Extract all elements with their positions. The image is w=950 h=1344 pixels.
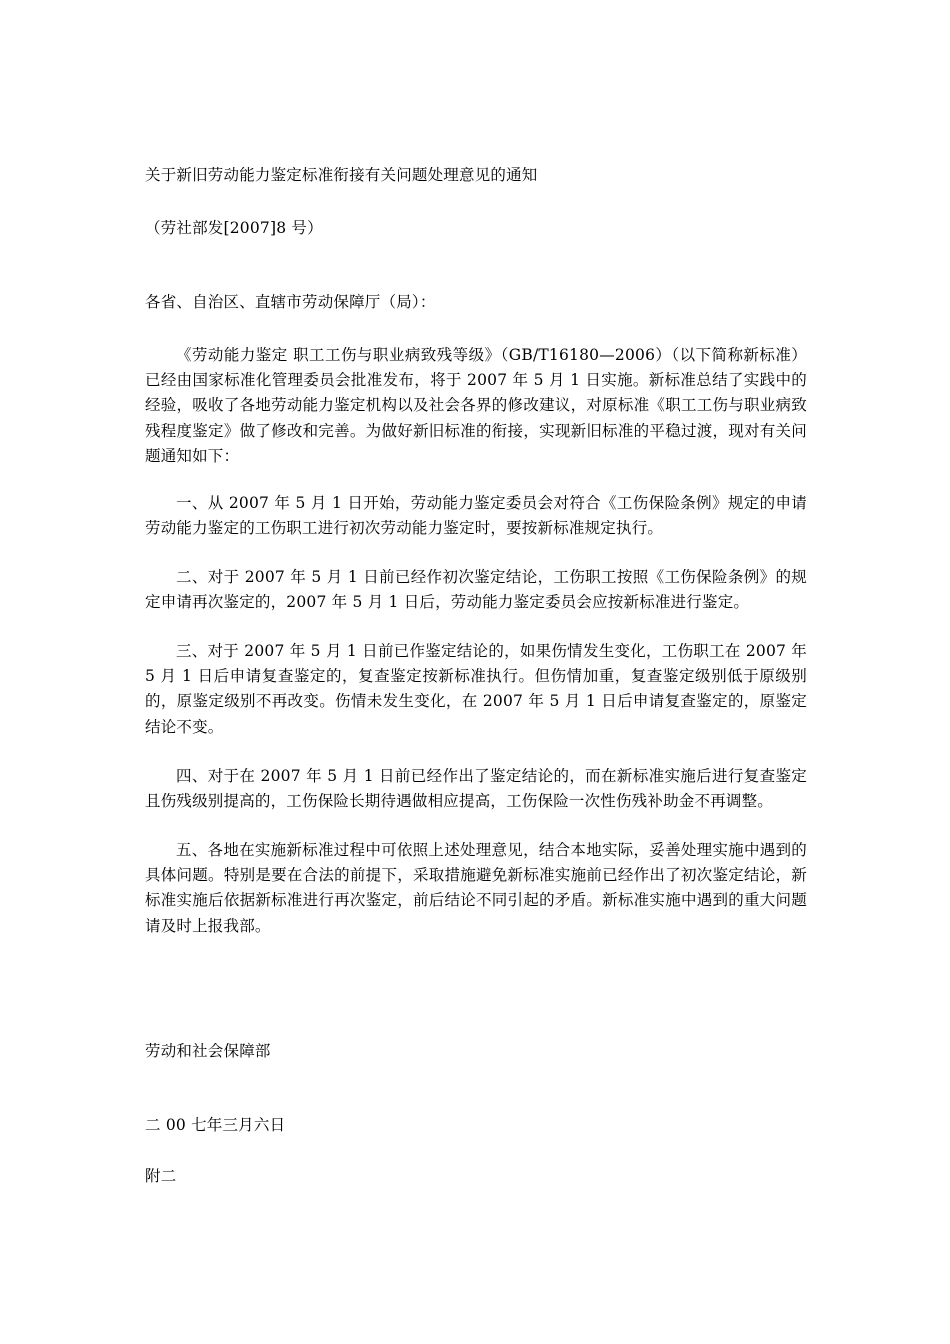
- paragraph-item-5: 五、各地在实施新标准过程中可依照上述处理意见，结合本地实际，妥善处理实施中遇到的具体问题。特别是要在合法的前提下，采取措施避免新标准实施前已经作出了初次鉴定结论，新标准实施后依据新标准进行再次鉴定，前后结论不同引起的矛盾。新标准实施中遇到的重大问题请及时上报我部。: [145, 841, 807, 935]
- issuer-signature: 劳动和社会保障部: [145, 1042, 271, 1060]
- document-title: 关于新旧劳动能力鉴定标准衔接有关问题处理意见的通知: [145, 166, 538, 184]
- paragraph-item-4: 四、对于在 2007 年 5 月 1 日前已经作出了鉴定结论的，而在新标准实施后进行复查鉴定且伤残级别提高的，工伤保险长期待遇做相应提高，工伤保险一次性伤残补助金不再调整。: [145, 767, 807, 811]
- paragraph-item-2: 二、对于 2007 年 5 月 1 日前已经作初次鉴定结论，工伤职工按照《工伤保险条例》的规定申请再次鉴定的，2007 年 5 月 1 日后，劳动能力鉴定委员会应按新标准进行鉴定。: [145, 568, 807, 612]
- document-number: （劳社部发[2007]8 号）: [145, 219, 323, 237]
- attachment-label: 附二: [145, 1167, 177, 1185]
- paragraph-item-1: 一、从 2007 年 5 月 1 日开始，劳动能力鉴定委员会对符合《工伤保险条例》规定的申请劳动能力鉴定的工伤职工进行初次劳动能力鉴定时，要按新标准规定执行。: [145, 494, 807, 538]
- salutation: 各省、自治区、直辖市劳动保障厅（局）：: [145, 293, 436, 311]
- intro-paragraph: 《劳动能力鉴定 职工工伤与职业病致残等级》（GB/T16180—2006）（以下简称新标准）已经由国家标准化管理委员会批准发布，将于 2007 年 5 月 1 日实施。新标准总结了实践中的经验，吸收了各地劳动能力鉴定机构以及社会各界的修改建议，对原标准《职工工伤与职业病致残程度鉴定》做了修改和完善。为做好新旧标准的衔接，实现新旧标准的平稳过渡，现对有关问题通知如下：: [145, 346, 807, 465]
- paragraph-item-3: 三、对于 2007 年 5 月 1 日前已作鉴定结论的，如果伤情发生变化，工伤职工在 2007 年 5 月 1 日后申请复查鉴定的，复查鉴定按新标准执行。但伤情加重，复查鉴定级别低于原级别的，原鉴定级别不再改变。伤情未发生变化，在 2007 年 5 月 1 日后申请复查鉴定的，原鉴定结论不变。: [145, 642, 807, 736]
- issue-date: 二 00 七年三月六日: [145, 1116, 286, 1134]
